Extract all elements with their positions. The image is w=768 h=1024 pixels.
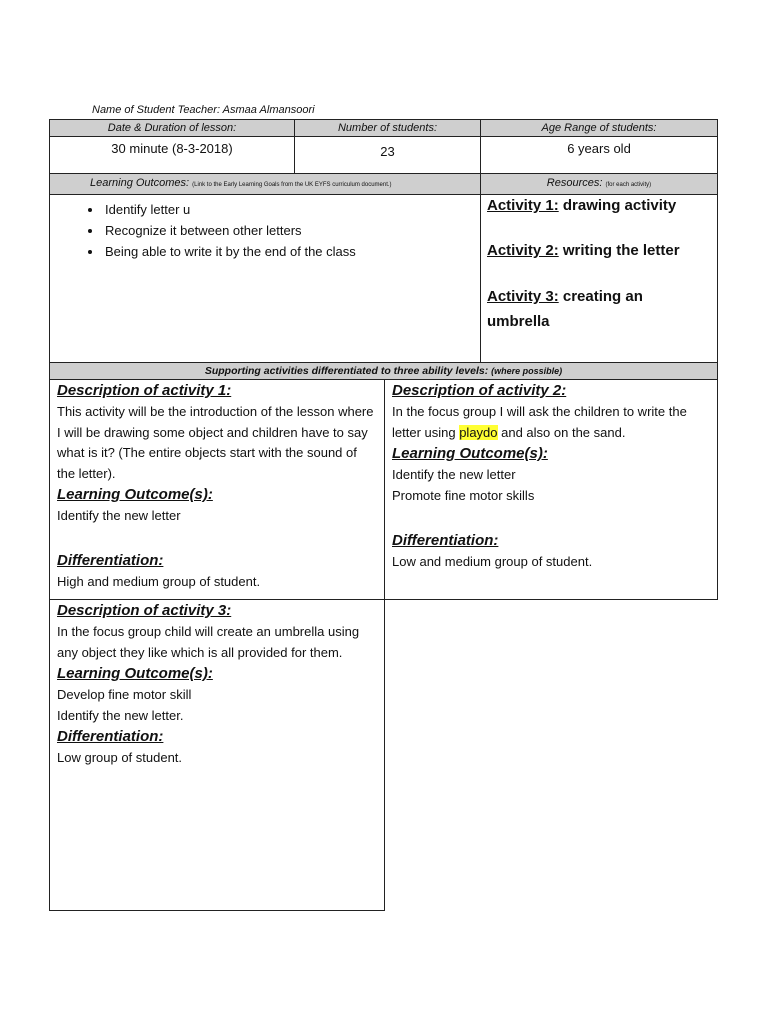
activity-2-desc-before: In the focus group I will ask the children to write the letter using <box>392 404 687 440</box>
activity-2-outcome-2: Promote fine motor skills <box>392 487 535 503</box>
activity-1-title: Description of activity 1: <box>57 382 232 399</box>
learning-outcomes-header <box>49 173 481 195</box>
resources-note: (for each activity) <box>605 182 652 188</box>
resource-activity-3-text: creating an umbrella <box>487 288 643 330</box>
resource-activity-2-text: writing the letter <box>558 242 680 259</box>
learning-outcomes-label: Learning Outcomes: <box>90 177 190 189</box>
activity-2-outcome-title: Learning Outcome(s): <box>392 445 548 462</box>
activity-3-diff-title: Differentiation: <box>57 728 164 745</box>
age-header: Age Range of students: <box>480 119 718 137</box>
activity-1-description: This activity will be the introduction of the lesson where I will be drawing some object and children have to say what is it? (The entire objects start with the sound of the letter). <box>57 404 374 481</box>
resource-activity-3 <box>487 284 707 334</box>
activity-3-outcome-title: Learning Outcome(s): <box>57 665 213 682</box>
activity-1-box <box>49 379 385 600</box>
learning-outcomes-note: (Link to the Early Learning Goals from the UK EYFS curriculum document.) <box>192 182 392 188</box>
outcomes-list <box>50 199 480 262</box>
students-header: Number of students: <box>294 119 481 137</box>
activity-3-box <box>49 599 385 911</box>
age-value: 6 years old <box>480 136 718 174</box>
outcome-item: • Identify letter u <box>103 199 480 220</box>
supporting-note: (where possible) <box>491 366 563 376</box>
activity-1-outcome: Identify the new letter <box>57 508 181 523</box>
resource-activity-3-label: Activity 3: <box>487 288 559 305</box>
learning-outcomes-body <box>49 194 481 363</box>
activity-3-description: In the focus group child will create an umbrella using any object they like which is all provided for them. <box>57 624 360 660</box>
date-header: Date & Duration of lesson: <box>49 119 295 137</box>
highlighted-word: playdo <box>459 424 498 440</box>
resource-activity-1-text: drawing activity <box>558 197 677 214</box>
student-teacher-name: Name of Student Teacher: Asmaa Almansoori <box>92 104 315 116</box>
activity-2-box <box>384 379 718 600</box>
date-value: 30 minute (8-3-2018) <box>49 136 295 174</box>
activity-2-diff: Low and medium group of student. <box>392 554 593 569</box>
outcome-item: • Being able to write it by the end of the class <box>103 241 480 262</box>
activity-3-title: Description of activity 3: <box>57 602 232 619</box>
activity-2-outcome-1: Identify the new letter <box>392 467 516 482</box>
resource-activity-1 <box>487 195 676 217</box>
activity-3-outcome-1: Develop fine motor skill <box>57 687 192 702</box>
activity-3-outcome-2: Identify the new letter. <box>57 707 184 723</box>
activity-2-desc-after: and also on the sand. <box>497 424 626 440</box>
resources-label: Resources: <box>546 177 603 189</box>
supporting-label: Supporting activities differentiated to three ability levels: <box>204 365 489 377</box>
activity-2-description <box>392 402 711 443</box>
activity-2-title: Description of activity 2: <box>392 382 567 399</box>
activity-1-diff: High and medium group of student. <box>57 573 261 589</box>
activity-1-diff-title: Differentiation: <box>57 551 164 569</box>
resource-activity-2-label: Activity 2: <box>487 242 559 259</box>
activity-1-outcome-title: Learning Outcome(s): <box>57 486 213 503</box>
activity-2-diff-title: Differentiation: <box>392 532 499 549</box>
outcome-item: • Recognize it between other letters <box>103 220 480 241</box>
students-value: 23 <box>294 136 481 174</box>
resources-body <box>480 194 718 363</box>
supporting-activities-header <box>49 362 718 380</box>
activity-3-diff: Low group of student. <box>57 750 183 765</box>
resource-activity-1-label: Activity 1: <box>487 197 559 214</box>
resource-activity-2 <box>487 240 680 262</box>
resources-header <box>480 173 718 195</box>
